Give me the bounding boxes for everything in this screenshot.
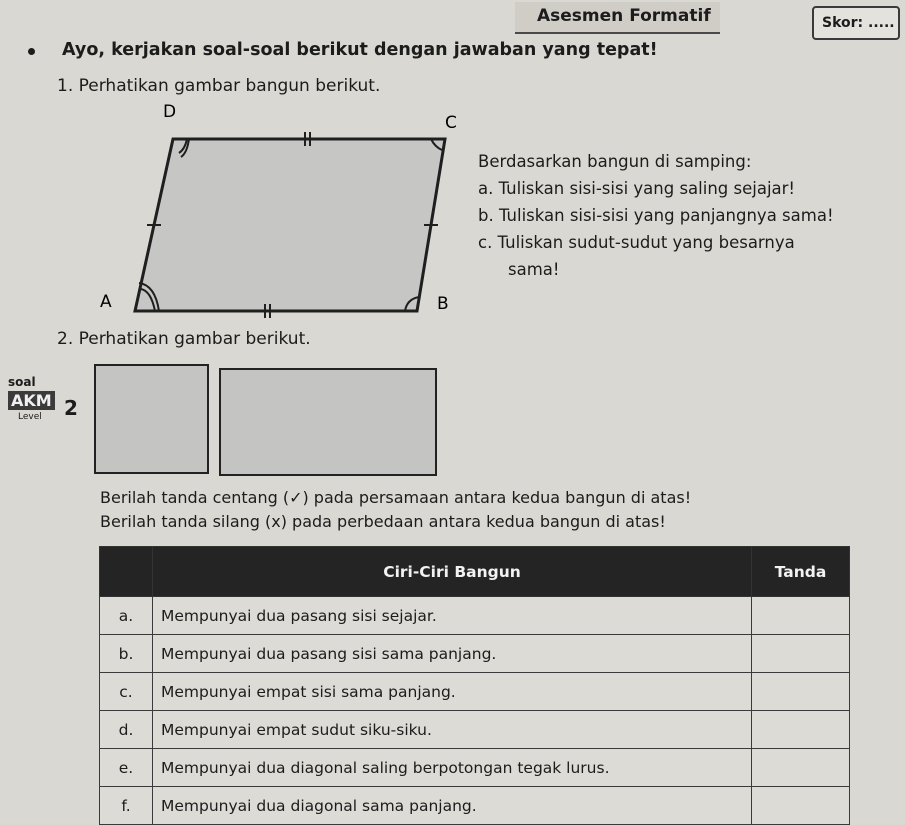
side-intro: Berdasarkan bangun di samping:	[478, 152, 752, 171]
page-title: Asesmen Formatif	[537, 6, 711, 26]
header-criteria: Ciri-Ciri Bangun	[153, 547, 752, 597]
table-row: c. Mempunyai empat sisi sama panjang.	[100, 673, 850, 711]
instruction: Ayo, kerjakan soal-soal berikut dengan jawaban yang tepat!	[62, 40, 658, 60]
bullet-icon	[28, 48, 35, 55]
parallelogram-figure	[95, 95, 475, 320]
table-header	[100, 547, 850, 597]
square-shape	[94, 364, 209, 474]
criteria-table	[99, 546, 850, 825]
question-1-side-text	[478, 148, 834, 283]
mark-cell[interactable]	[752, 635, 850, 673]
vertex-b: B	[437, 294, 449, 314]
table-row: e. Mempunyai dua diagonal saling berpotongan tegak lurus.	[100, 749, 850, 787]
instruction-cross: Berilah tanda silang (x) pada perbedaan antara kedua bangun di atas!	[100, 512, 666, 531]
table-row: f. Mempunyai dua diagonal sama panjang.	[100, 787, 850, 825]
question-1-prompt: 1. Perhatikan gambar bangun berikut.	[57, 76, 381, 96]
vertex-c: C	[445, 113, 457, 133]
table-row: a. Mempunyai dua pasang sisi sejajar.	[100, 597, 850, 635]
item-a: a. Tuliskan sisi-sisi yang saling sejajar!	[478, 179, 796, 198]
item-c: c. Tuliskan sudut-sudut yang besarnya	[478, 233, 795, 252]
vertex-a: A	[100, 292, 112, 312]
table-row: b. Mempunyai dua pasang sisi sama panjang.	[100, 635, 850, 673]
akm-soal-label: soal	[8, 375, 36, 389]
item-c-cont: sama!	[508, 260, 560, 279]
score-box: Skor: .....	[812, 6, 900, 40]
rectangle-shape	[219, 368, 437, 476]
akm-level-label: Level	[18, 412, 42, 422]
mark-cell[interactable]	[752, 597, 850, 635]
item-b: b. Tuliskan sisi-sisi yang panjangnya sama!	[478, 206, 834, 225]
question-2-prompt: 2. Perhatikan gambar berikut.	[57, 329, 311, 349]
header-mark: Tanda	[752, 547, 850, 597]
mark-cell[interactable]	[752, 673, 850, 711]
mark-cell[interactable]	[752, 711, 850, 749]
akm-level-number: 2	[64, 396, 78, 420]
table-row: d. Mempunyai empat sudut siku-siku.	[100, 711, 850, 749]
instruction-check: Berilah tanda centang (✓) pada persamaan antara kedua bangun di atas!	[100, 488, 692, 507]
mark-cell[interactable]	[752, 787, 850, 825]
akm-badge: AKM	[8, 391, 55, 410]
mark-cell[interactable]	[752, 749, 850, 787]
vertex-d: D	[163, 102, 177, 122]
parallelogram-shape	[135, 139, 445, 311]
